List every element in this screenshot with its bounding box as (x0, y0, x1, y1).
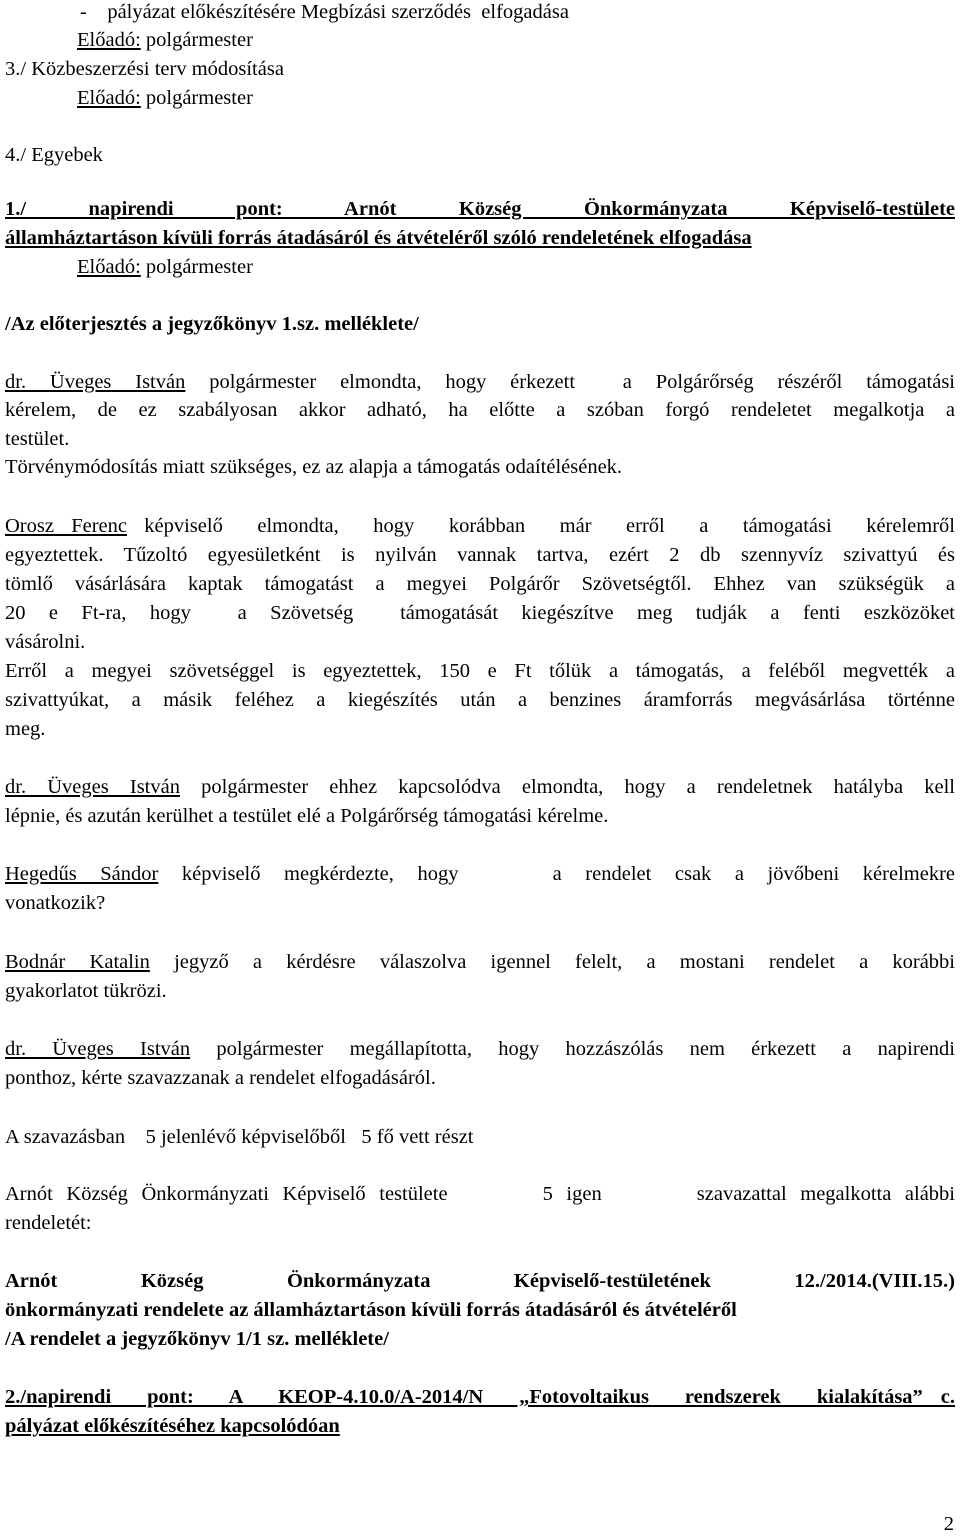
speaker-name: Hegedűs Sándor (5, 863, 159, 885)
agenda-item-3: 3./ Közbeszerzési terv módosítása (5, 58, 284, 80)
paragraph-2-line-8: meg. (5, 718, 46, 740)
speaker-name: Bodnár Katalin (5, 951, 150, 973)
paragraph-2-line-2: egyeztettek. Tűzoltó egyesületként is nyilván vannak tartva, ezért 2 db szennyvíz szivattyú és (5, 544, 955, 566)
decree-title-line-1: Arnót Község Önkormányzata Képviselő-testületének 12./2014.(VIII.15.) (5, 1270, 955, 1292)
section1-heading-line2: államháztartáson kívüli forrás átadásáról és átvételéről szóló rendeletének elfogadása (5, 227, 752, 249)
section2-heading-line1: 2./napirendi pont: A KEOP-4.10.0/A-2014/N „Fotovoltaikus rendszerek kialakítása” c. (5, 1386, 955, 1408)
paragraph-2-line-7: szivattyúkat, a másik feléhez a kiegészítés után a benzines áramforrás megvásárlása történne (5, 689, 955, 711)
text: jegyző a kérdésre válaszolva igennel felelt, a mostani rendelet a korábbi (149, 951, 955, 973)
decree-attachment-note: /A rendelet a jegyzőkönyv 1/1 sz. melléklete/ (5, 1328, 389, 1350)
speaker-name: dr. Üveges István (5, 1038, 191, 1060)
speaker-name: dr. Üveges István (5, 371, 186, 393)
paragraph-4-line-1 (5, 862, 955, 886)
presenter-label: Előadó: (77, 29, 141, 51)
section1-presenter (77, 255, 777, 279)
paragraph-5-line-2: gyakorlatot tükrözi. (5, 980, 167, 1002)
agenda-item-2-sub (80, 0, 780, 24)
page-number: 2 (943, 1513, 954, 1535)
paragraph-4-line-2: vonatkozik? (5, 892, 106, 914)
speaker-name: dr. Üveges István (5, 776, 180, 798)
paragraph-2-line-1 (5, 514, 955, 538)
paragraph-2-line-4: 20 e Ft-ra, hogy a Szövetség támogatását kiegészítve meg tudják a fenti eszközöket (5, 602, 955, 624)
text: polgármester ehhez kapcsolódva elmondta, hogy a rendeletnek hatályba kell (179, 776, 955, 798)
paragraph-1-line-2: kérelem, de ez szabályosan akkor adható, ha előtte a szóban forgó rendeletet megalkotja a (5, 399, 955, 421)
text: képviselő megkérdezte, hogy a rendelet csak a jövőbeni kérelmekre (158, 863, 955, 885)
speaker-name: Orosz Ferenc (5, 515, 127, 537)
paragraph-1-line-3: testület. (5, 428, 70, 450)
paragraph-3-line-2: lépnie, és azután kerülhet a testület elé a Polgárőrség támogatási kérelme. (5, 805, 609, 827)
presenter-value: polgármester (140, 87, 253, 109)
paragraph-3-line-1 (5, 775, 955, 799)
agenda-presenter-2 (77, 86, 777, 110)
vote-attendance: A szavazásban 5 jelenlévő képviselőből 5 fő vett részt (5, 1126, 474, 1148)
paragraph-1-line-4: Törvénymódosítás miatt szükséges, ez az alapja a támogatás odaítélésének. (5, 456, 623, 478)
vote-result-line-1: Arnót Község Önkormányzati Képviselő testülete 5 igen szavazattal megalkotta alábbi (5, 1183, 955, 1205)
agenda-presenter-1 (77, 28, 777, 52)
presenter-label: Előadó: (77, 87, 141, 109)
paragraph-2-line-6: Erről a megyei szövetséggel is egyeztettek, 150 e Ft tőlük a támogatás, a feléből megvették a (5, 660, 955, 682)
paragraph-6-line-2: ponthoz, kérte szavazzanak a rendelet elfogadásáról. (5, 1067, 436, 1089)
agenda-item-2-sub-text: - pályázat előkészítésére Megbízási szerződés elfogadása (80, 1, 569, 23)
paragraph-1-line-1 (5, 370, 955, 394)
vote-result-line-2: rendeletét: (5, 1212, 92, 1234)
paragraph-2-line-3: tömlő vásárlására kaptak támogatást a megyei Polgárőr Szövetségtől. Ehhez van szükségük a (5, 573, 955, 595)
presenter-value: polgármester (140, 256, 253, 278)
agenda-item-4: 4./ Egyebek (5, 144, 103, 166)
presenter-label: Előadó: (77, 256, 141, 278)
paragraph-5-line-1 (5, 950, 955, 974)
decree-title-line-2: önkormányzati rendelete az államháztartáson kívüli forrás átadásáról és átvételéről (5, 1299, 737, 1321)
text: képviselő elmondta, hogy korábban már erről a támogatási kérelemről (127, 515, 955, 537)
section1-heading-line1: 1./ napirendi pont: Arnót Község Önkormányzata Képviselő-testülete (5, 198, 955, 220)
text: polgármester megállapította, hogy hozzászólás nem érkezett a napirendi (190, 1038, 955, 1060)
paragraph-6-line-1 (5, 1037, 955, 1061)
text: polgármester elmondta, hogy érkezett a Polgárőrség részéről támogatási (185, 371, 955, 393)
paragraph-2-line-5: vásárolni. (5, 631, 86, 653)
section1-attachment-note: /Az előterjesztés a jegyzőkönyv 1.sz. melléklete/ (5, 313, 419, 335)
presenter-value: polgármester (140, 29, 253, 51)
section2-heading-line2: pályázat előkészítéséhez kapcsolódóan (5, 1415, 340, 1437)
